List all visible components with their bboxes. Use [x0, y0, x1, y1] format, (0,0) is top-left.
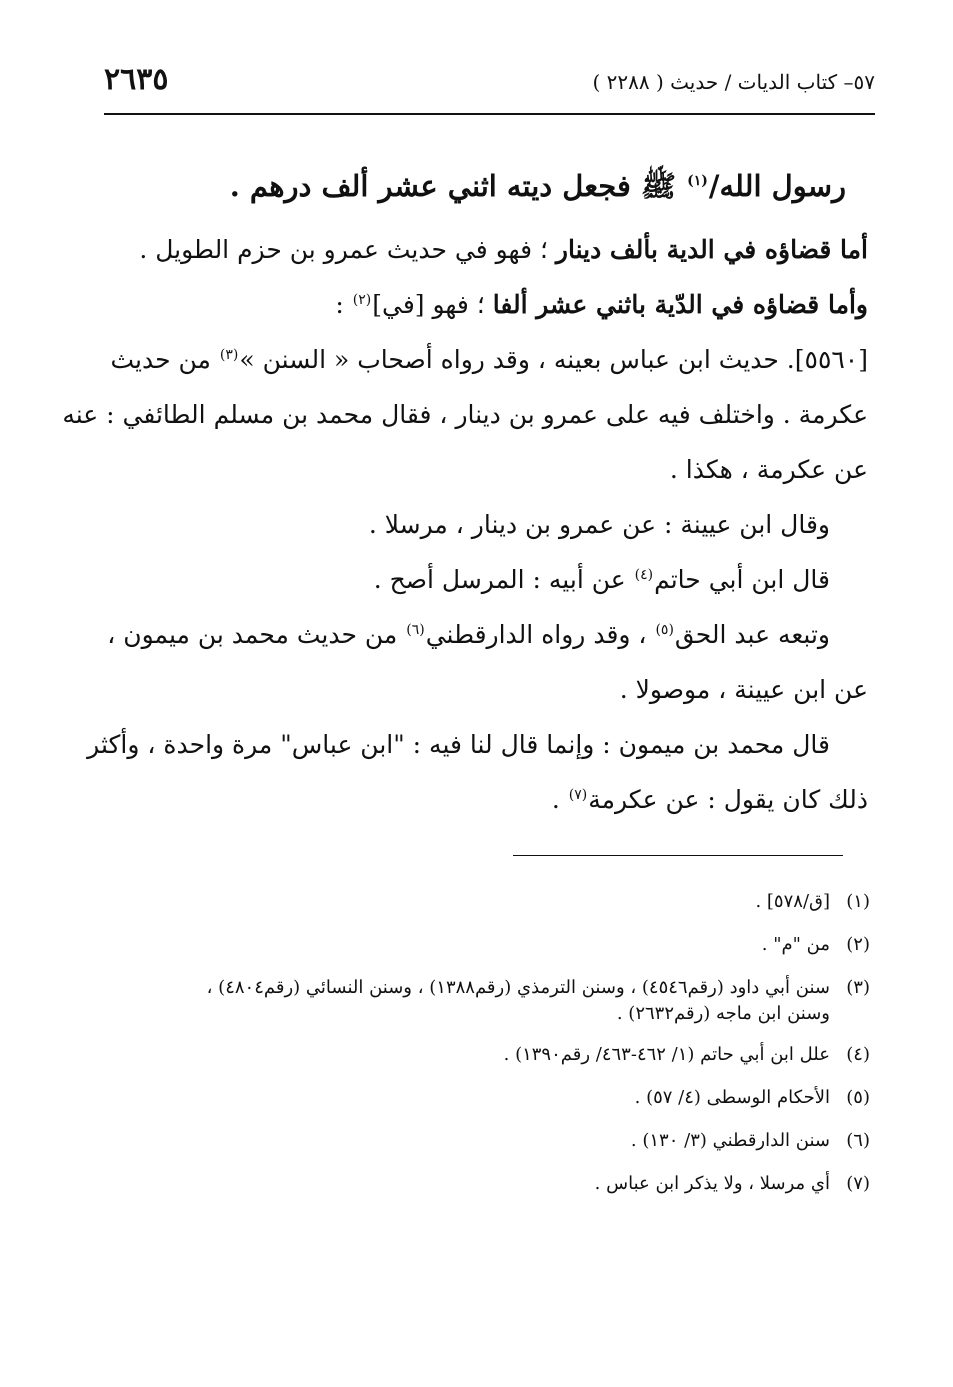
- text-run: وتبعه عبد الحق: [674, 620, 830, 649]
- footnote-text: سنن أبي داود (رقم٤٥٤٦) ، وسنن الترمذي (رقم١٣٨٨) ، وسنن النسائي (رقم٤٨٠٤) ،: [206, 977, 830, 998]
- paragraph: [102, 277, 868, 332]
- paragraph: قال محمد بن ميمون : وإنما قال لنا فيه : "ابن عباس" مرة واحدة ، وأكثر: [87, 730, 830, 759]
- text-line: عن ابن عيينة ، موصولا .: [619, 675, 868, 704]
- header-rule: [104, 113, 875, 115]
- footnote-text: الأحكام الوسطى (٤/ ٥٧) .: [634, 1087, 830, 1108]
- footnote-separator: [513, 855, 843, 856]
- text-run: من حديث: [110, 345, 219, 374]
- footnote-text: [ق/٥٧٨] .: [755, 891, 830, 912]
- footnote-ref: (٧): [568, 786, 588, 803]
- text-run: ، وقد رواه الدارقطني: [425, 620, 655, 649]
- footnote-number: (٥): [846, 1087, 870, 1108]
- paragraph: [102, 552, 868, 607]
- footnote-text: علل ابن أبي حاتم (١/ ٤٦٢-٤٦٣/ رقم١٣٩٠) .: [503, 1044, 830, 1065]
- footnote-text: من "م" .: [761, 934, 830, 955]
- footnote-text: أي مرسلا ، ولا يذكر ابن عباس .: [594, 1173, 830, 1194]
- text-run: [٥٥٦٠]. حديث ابن عباس بعينه ، وقد رواه أصحاب « السنن »: [239, 345, 868, 374]
- text-run: قال ابن أبي حاتم: [654, 565, 830, 594]
- footnote-ref: (٤): [634, 566, 654, 583]
- footnote-ref: (١): [687, 173, 708, 190]
- running-title: ٥٧– كتاب الديات / حديث ( ٢٢٨٨ ): [592, 70, 875, 94]
- text-run: ذلك كان يقول : عن عكرمة: [588, 785, 868, 814]
- footnotes: [100, 880, 870, 1205]
- footnote-number: (٧): [846, 1173, 870, 1194]
- bold-phrase: وأما قضاؤه في الدّية باثني عشر ألفا: [492, 290, 868, 319]
- paragraph: [102, 607, 868, 662]
- heading-text: رسول الله/: [708, 169, 846, 203]
- paragraph: وقال ابن عيينة : عن عمرو بن دينار ، مرسلا .: [368, 510, 830, 539]
- footnote-text: سنن الدارقطني (٣/ ١٣٠) .: [630, 1130, 830, 1151]
- footnote-item: [100, 1033, 870, 1076]
- paragraph: [102, 332, 868, 387]
- heading-rest: فجعل ديته اثني عشر ألف درهم .: [229, 169, 631, 203]
- footnote-ref: (٢): [352, 291, 372, 308]
- heading-line: [102, 150, 868, 222]
- text-line: عن عكرمة ، هكذا .: [669, 455, 868, 484]
- footnote-number: (٣): [846, 977, 870, 998]
- footnote-ref: (٥): [655, 621, 674, 638]
- page-number: ٢٦٣٥: [104, 62, 169, 97]
- footnote-item: [100, 1162, 870, 1205]
- footnote-item: [100, 1076, 870, 1119]
- bold-phrase: أما قضاؤه في الدية بألف دينار: [555, 235, 868, 264]
- footnote-item: [100, 1119, 870, 1162]
- paragraph: [102, 222, 868, 277]
- text-line: [102, 772, 868, 827]
- text-line: عكرمة . واختلف فيه على عمرو بن دينار ، فقال محمد بن مسلم الطائفي : عنه: [62, 400, 868, 429]
- text-run: .: [551, 785, 568, 814]
- honorific-glyph: ﷺ: [640, 169, 677, 203]
- text-run: من حديث محمد بن ميمون ،: [107, 620, 406, 649]
- footnote-number: (٢): [846, 934, 870, 955]
- footnote-continuation: وسنن ابن ماجه (رقم٢٦٣٢) .: [616, 1003, 830, 1024]
- footnote-ref: (٦): [406, 621, 425, 638]
- running-header: [104, 62, 875, 104]
- footnote-item: [100, 880, 870, 923]
- footnote-number: (٦): [846, 1130, 870, 1151]
- text-run: عن أبيه : المرسل أصح .: [373, 565, 634, 594]
- footnote-item: [100, 923, 870, 966]
- footnote-number: (٤): [846, 1044, 870, 1065]
- footnote-ref: (٣): [219, 346, 239, 363]
- text-run: ؛ فهو [في]: [372, 290, 493, 319]
- footnote-number: (١): [846, 891, 870, 912]
- main-text: [62, 150, 868, 827]
- text-run: ؛ فهو في حديث عمرو بن حزم الطويل .: [139, 235, 556, 264]
- text-run: :: [335, 290, 352, 319]
